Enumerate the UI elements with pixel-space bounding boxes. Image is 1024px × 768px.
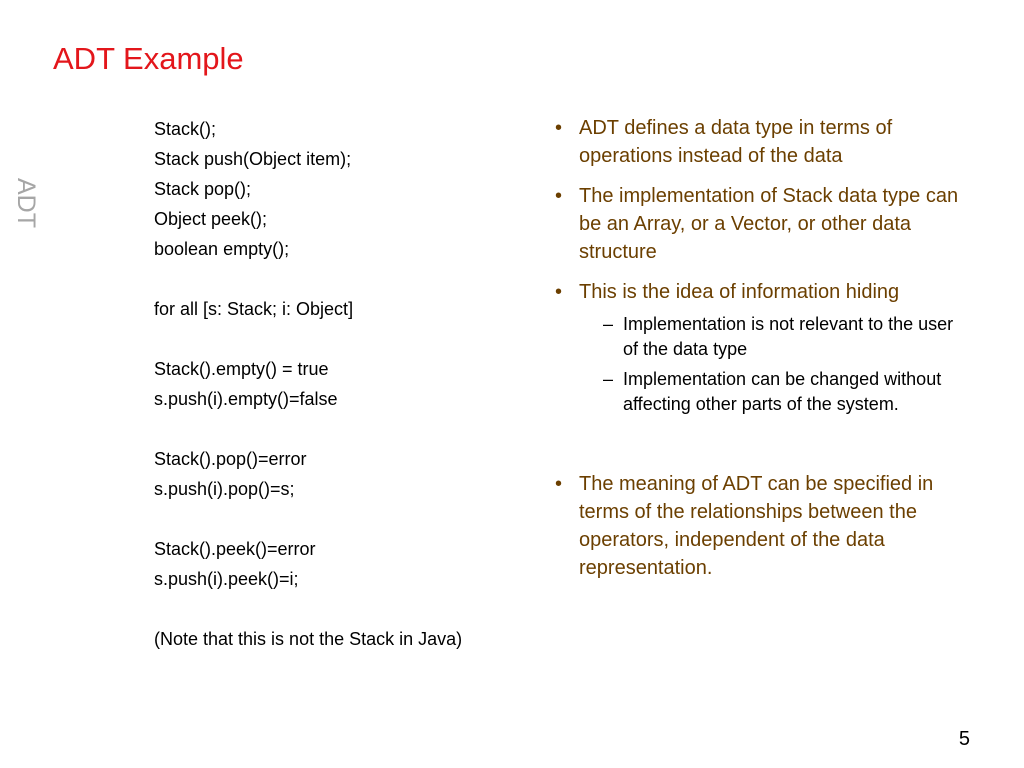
code-line: Stack(); <box>154 119 217 139</box>
side-label <box>0 178 40 248</box>
code-line: boolean empty(); <box>154 239 290 259</box>
slide-title: ADT Example <box>53 41 244 76</box>
page-number: 5 <box>958 728 970 750</box>
bullet-list <box>553 114 973 594</box>
bullet-text: The implementation of Stack data type can be an Array, or a Vector, or other data structure <box>579 185 959 263</box>
code-line: s.push(i).pop()=s; <box>154 479 295 499</box>
sub-bullet-item <box>553 367 973 417</box>
bullet-text: This is the idea of information hiding <box>579 281 900 303</box>
code-line-blank <box>154 504 524 534</box>
code-line: Stack().pop()=error <box>154 449 307 469</box>
code-line: Stack pop(); <box>154 179 252 199</box>
side-label-text: ADT <box>12 178 40 228</box>
code-line-blank <box>154 414 524 444</box>
bullet-text: ADT defines a data type in terms of operations instead of the data <box>579 117 893 167</box>
bullet-item <box>553 278 973 306</box>
dash-icon: – <box>603 314 614 334</box>
code-line: s.push(i).peek()=i; <box>154 569 299 589</box>
code-line-blank <box>154 594 524 624</box>
bullet-dot-icon: • <box>555 117 563 139</box>
code-line: Object peek(); <box>154 209 268 229</box>
bullet-item <box>553 182 973 266</box>
code-line-blank <box>154 324 524 354</box>
code-line: s.push(i).empty()=false <box>154 389 338 409</box>
bullet-item <box>553 470 973 582</box>
bullet-dot-icon: • <box>555 281 563 303</box>
bullet-text: The meaning of ADT can be specified in terms of the relationships between the operators, independent of the data representation. <box>579 473 934 579</box>
sub-bullet-text: Implementation is not relevant to the user of the data type <box>623 314 954 359</box>
bullet-dot-icon: • <box>555 185 563 207</box>
bullet-item <box>553 114 973 170</box>
code-line: Stack push(Object item); <box>154 149 352 169</box>
sub-bullet-text: Implementation can be changed without affecting other parts of the system. <box>623 369 942 414</box>
spacer <box>553 422 973 470</box>
sub-bullet-item <box>553 312 973 362</box>
dash-icon: – <box>603 369 614 389</box>
code-block <box>154 114 524 654</box>
code-note: (Note that this is not the Stack in Java) <box>154 629 463 649</box>
code-line-blank <box>154 264 524 294</box>
code-line: Stack().empty() = true <box>154 359 329 379</box>
code-line: Stack().peek()=error <box>154 539 316 559</box>
bullet-dot-icon: • <box>555 473 563 495</box>
code-line: for all [s: Stack; i: Object] <box>154 299 354 319</box>
